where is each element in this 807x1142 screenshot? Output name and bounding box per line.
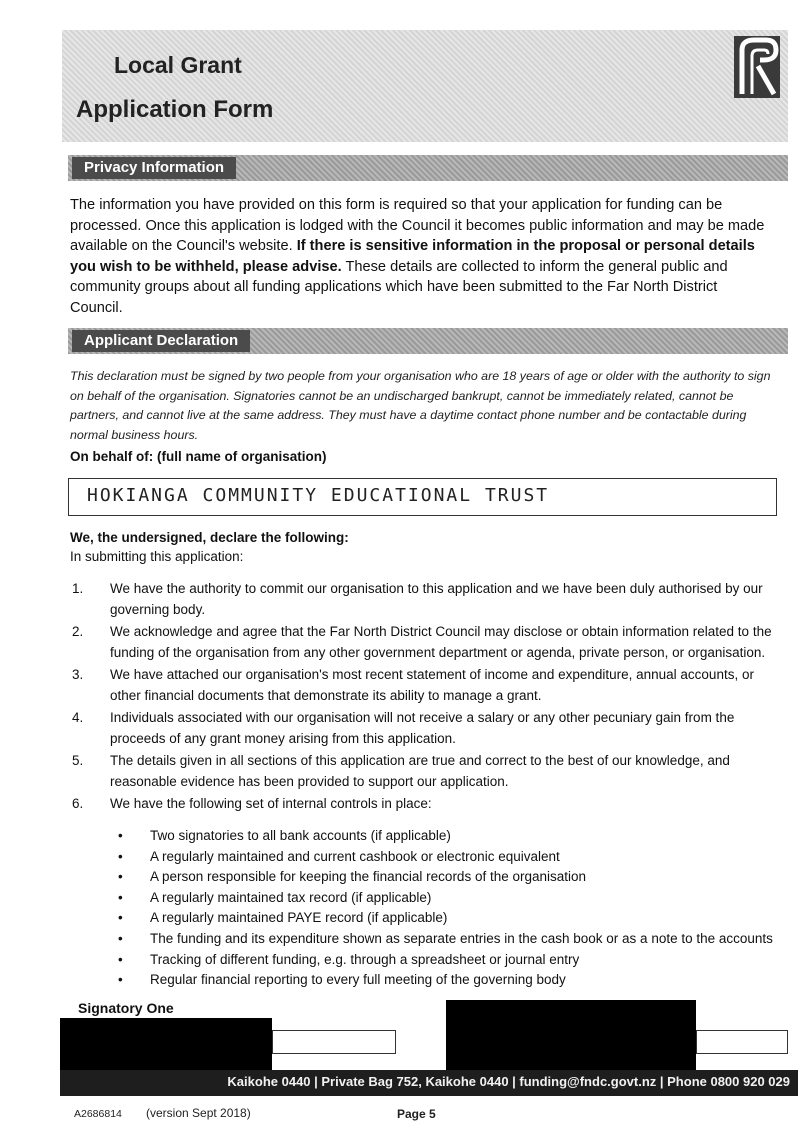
privacy-paragraph (70, 195, 770, 318)
privacy-text-part1: The information you have provided on this form is required so that your application for funding can be processed. Once this application is lodged with the Council it becomes public information and may be made available on the Council's website. (70, 197, 765, 254)
control-item-text: A regularly maintained PAYE record (if applicable) (150, 910, 448, 926)
privacy-text-part2: These details are collected to inform the general public and community groups about all funding applications which have been submitted to the Far North District Council. (70, 258, 728, 316)
control-item-text: Two signatories to all bank accounts (if applicable) (150, 828, 451, 843)
bullet-icon: • (118, 869, 123, 885)
footer-contact-bar (60, 1070, 798, 1096)
declaration-item-text: The details given in all sections of this application are true and correct to the best of our knowledge, and reasonable evidence has been provided to support our application. (110, 753, 730, 789)
signatory-one-label: Signatory One (78, 1000, 174, 1016)
declaration-item-number: 6. (72, 796, 84, 811)
declaration-item-text: We acknowledge and agree that the Far North District Council may disclose or obtain information related to the funding of the organisation from any other government department or agenda, private person, or organisation. (110, 624, 772, 660)
behalf-label: On behalf of: (full name of organisation) (70, 449, 327, 464)
declaration-item-text: We have attached our organisation's most recent statement of income and expenditure, annual accounts, or other financial documents that demonstrate its ability to manage a grant. (110, 667, 754, 703)
control-item (112, 950, 782, 971)
privacy-section-header (68, 155, 788, 181)
declaration-item (70, 621, 776, 663)
form-header (62, 30, 788, 142)
control-item (112, 970, 782, 991)
declare-title: We, the undersigned, declare the following: (70, 530, 349, 545)
internal-controls-list (112, 826, 782, 991)
control-item (112, 888, 782, 909)
declaration-item (70, 707, 776, 749)
declaration-item-text: We have the authority to commit our organisation to this application and we have been duly authorised by our governing body. (110, 581, 763, 617)
bullet-icon: • (118, 889, 123, 905)
redaction-block (60, 1018, 272, 1072)
control-item-text: Tracking of different funding, e.g. through a spreadsheet or journal entry (150, 951, 580, 967)
declaration-note: This declaration must be signed by two people from your organisation who are 18 years of age or older with the authority to sign on behalf of the organisation. Signatories cannot be an undischarged bankrupt, cannot be immediately related, cannot be partners, and cannot live at the same address. They must have a daytime contact phone number and be contactable during normal business hours. (70, 369, 771, 442)
form-title-line2: Application Form (76, 96, 274, 123)
document-id: A2686814 (74, 1108, 122, 1120)
control-item (112, 867, 782, 888)
council-logo-icon (734, 36, 780, 98)
signatory-two-field[interactable] (696, 1030, 788, 1054)
privacy-text-bold: If there is sensitive information in the proposal or personal details you wish to be withheld, please advise. (70, 238, 755, 275)
declaration-item-number: 4. (72, 710, 84, 725)
organisation-name-value: HOKIANGA COMMUNITY EDUCATIONAL TRUST (87, 485, 550, 506)
footer-contact-text: Kaikohe 0440 | Private Bag 752, Kaikohe 0440 | funding@fndc.govt.nz | Phone 0800 920 029 (227, 1074, 790, 1089)
bullet-icon: • (118, 972, 123, 988)
declaration-item-number: 3. (72, 667, 84, 682)
bullet-icon: • (118, 828, 123, 843)
declaration-item-text: We have the following set of internal controls in place: (110, 796, 432, 811)
control-item-text: A regularly maintained and current cashbook or electronic equivalent (150, 848, 560, 864)
control-item-text: The funding and its expenditure shown as separate entries in the cash book or as a note to the accounts (150, 930, 773, 946)
declaration-item-number: 2. (72, 624, 84, 639)
document-version: (version Sept 2018) (146, 1106, 251, 1120)
declaration-item-number: 1. (72, 581, 84, 596)
bullet-icon: • (118, 951, 123, 967)
privacy-heading: Privacy Information (72, 157, 236, 179)
declaration-item (70, 793, 776, 814)
declaration-item (70, 664, 776, 706)
control-item-text: A regularly maintained tax record (if applicable) (150, 889, 432, 905)
bullet-icon: • (118, 848, 123, 864)
redaction-block (446, 1000, 696, 1072)
signatory-one-field[interactable] (272, 1030, 396, 1054)
control-item-text: Regular financial reporting to every full meeting of the governing body (150, 972, 566, 988)
organisation-name-field[interactable] (68, 478, 777, 516)
declaration-heading: Applicant Declaration (72, 330, 250, 352)
declaration-item (70, 578, 776, 620)
declaration-list (70, 578, 776, 815)
declaration-section-header (68, 328, 788, 354)
declare-subtitle: In submitting this application: (70, 549, 244, 564)
declaration-item (70, 750, 776, 792)
declaration-item-number: 5. (72, 753, 84, 768)
bullet-icon: • (118, 910, 123, 926)
control-item (112, 908, 782, 929)
declaration-item-text: Individuals associated with our organisation will not receive a salary or any other pecuniary gain from the proceeds of any grant money arising from this application. (110, 710, 735, 746)
form-title-line1: Local Grant (114, 52, 242, 78)
bullet-icon: • (118, 930, 123, 946)
page-number: Page 5 (397, 1107, 436, 1121)
control-item-text: A person responsible for keeping the financial records of the organisation (150, 869, 587, 885)
control-item (112, 826, 782, 847)
control-item (112, 929, 782, 950)
control-item (112, 847, 782, 868)
